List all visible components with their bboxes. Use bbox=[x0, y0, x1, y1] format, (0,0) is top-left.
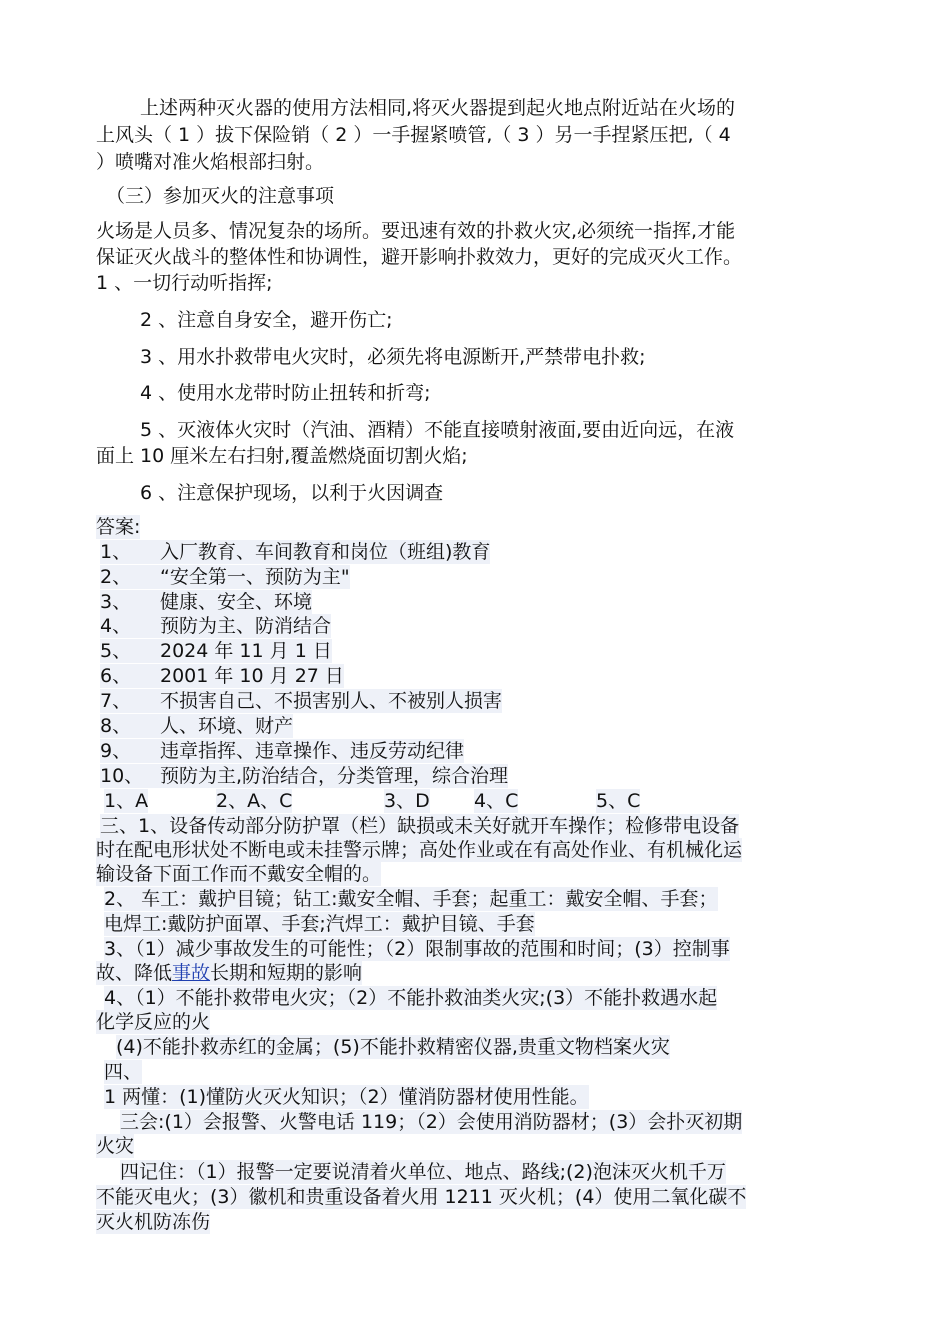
answer-item: 5、 2024 年 11 月 1 日 bbox=[100, 640, 332, 662]
answer-item: 8、 人、环境、财产 bbox=[100, 715, 294, 737]
paragraph-line: 上风头（ 1 ）拔下保险销（ 2 ）一手握紧喷管,（ 3 ）另一手捏紧压把,（ 4 bbox=[96, 124, 731, 146]
answer-line: 3、（1）减少事故发生的可能性；（2）限制事故的范围和时间；(3）控制事 bbox=[104, 938, 730, 960]
answer-line: 化学反应的火 bbox=[96, 1011, 211, 1033]
list-item: 面上 10 厘米左右扫射,覆盖燃烧面切割火焰; bbox=[96, 445, 468, 467]
answer-line: 四记住：（1）报警一定要说清着火单位、地点、路线;(2)泡沫灭火机千万 bbox=[120, 1161, 726, 1183]
paragraph-line: ）喷嘴对准火焰根部扫射。 bbox=[96, 151, 325, 173]
answer-line: 输设备下面工作而不戴安全帽的。 bbox=[96, 863, 382, 885]
accident-link[interactable]: 事故 bbox=[172, 962, 211, 984]
answer-item: 4、 预防为主、防消结合 bbox=[100, 615, 332, 637]
list-item: 3 、用水扑救带电火灾时，必须先将电源断开,严禁带电扑救; bbox=[140, 346, 646, 368]
list-item: 2 、注意自身安全，避开伤亡; bbox=[140, 309, 393, 331]
answer-line: 1 两懂：(1)懂防火灭火知识；（2）懂消防器材使用性能。 bbox=[104, 1086, 589, 1108]
answer-line: 四、 bbox=[104, 1061, 143, 1083]
choice-answer: 5、C bbox=[596, 790, 641, 812]
answer-line: 火灾 bbox=[96, 1135, 135, 1157]
answer-item: 3、 健康、安全、环境 bbox=[100, 591, 313, 613]
answer-line: (4)不能扑救赤红的金属；(5)不能扑救精密仪器,贵重文物档案火灾 bbox=[116, 1036, 670, 1058]
answer-line: 故、降低事故长期和短期的影响 bbox=[96, 962, 363, 984]
list-item: 6 、注意保护现场，以利于火因调查 bbox=[140, 482, 444, 504]
answer-item: 9、 违章指挥、违章操作、违反劳动纪律 bbox=[100, 740, 465, 762]
answer-line: 电焊工:戴防护面罩、手套;汽焊工：戴护目镜、手套 bbox=[104, 913, 535, 935]
answer-line: 不能灭电火；(3）徽机和贵重设备着火用 1211 灭火机；(4）使用二氧化碳不 bbox=[96, 1186, 747, 1208]
list-item: 5 、灭液体火灾时（汽油、酒精）不能直接喷射液面,要由近向远，在液 bbox=[140, 419, 735, 441]
section-heading: （三）参加灭火的注意事项 bbox=[106, 185, 335, 207]
answer-line: 2、 车工：戴护目镜；钻工:戴安全帽、手套；起重工：戴安全帽、手套； bbox=[104, 888, 718, 910]
answer-item: 2、 “安全第一、预防为主" bbox=[100, 566, 350, 588]
answer-item: 1、 入厂教育、车间教育和岗位（班组)教育 bbox=[100, 541, 491, 563]
answer-line: 灭火机防冻伤 bbox=[96, 1211, 211, 1233]
answer-item: 10、 预防为主,防治结合，分类管理，综合治理 bbox=[100, 765, 509, 787]
answer-line: 三、1、设备传动部分防护罩（栏）缺损或未关好就开车操作；检修带电设备 bbox=[100, 815, 740, 837]
choice-answer: 2、A、C bbox=[216, 790, 293, 812]
paragraph-line: 上述两种灭火器的使用方法相同,将灭火器提到起火地点附近站在火场的 bbox=[140, 97, 736, 119]
answer-item: 6、 2001 年 10 月 27 日 bbox=[100, 665, 344, 687]
answer-line: 时在配电形状处不断电或未挂警示牌；高处作业或在有高处作业、有机械化运 bbox=[96, 839, 743, 861]
answers-title: 答案: bbox=[96, 516, 141, 538]
choice-answer: 1、A bbox=[104, 790, 149, 812]
choice-answer: 3、D bbox=[384, 790, 430, 812]
answer-line: 4、（1）不能扑救带电火灾；（2）不能扑救油类火灾;(3）不能扑救遇水起 bbox=[104, 987, 718, 1009]
answer-line: 三会:(1）会报警、火警电话 119；（2）会使用消防器材；(3）会扑灭初期 bbox=[120, 1111, 743, 1133]
paragraph-line: 火场是人员多、情况复杂的场所。要迅速有效的扑救火灾,必须统一指挥,才能 bbox=[96, 220, 736, 242]
choice-answer: 4、C bbox=[474, 790, 519, 812]
list-item: 4 、使用水龙带时防止扭转和折弯; bbox=[140, 382, 431, 404]
list-item: 1 、一切行动听指挥; bbox=[96, 272, 273, 294]
paragraph-line: 保证灭火战斗的整体性和协调性，避开影响扑救效力，更好的完成灭火工作。 bbox=[96, 246, 743, 268]
answer-item: 7、 不损害自己、不损害别人、不被别人损害 bbox=[100, 690, 503, 712]
